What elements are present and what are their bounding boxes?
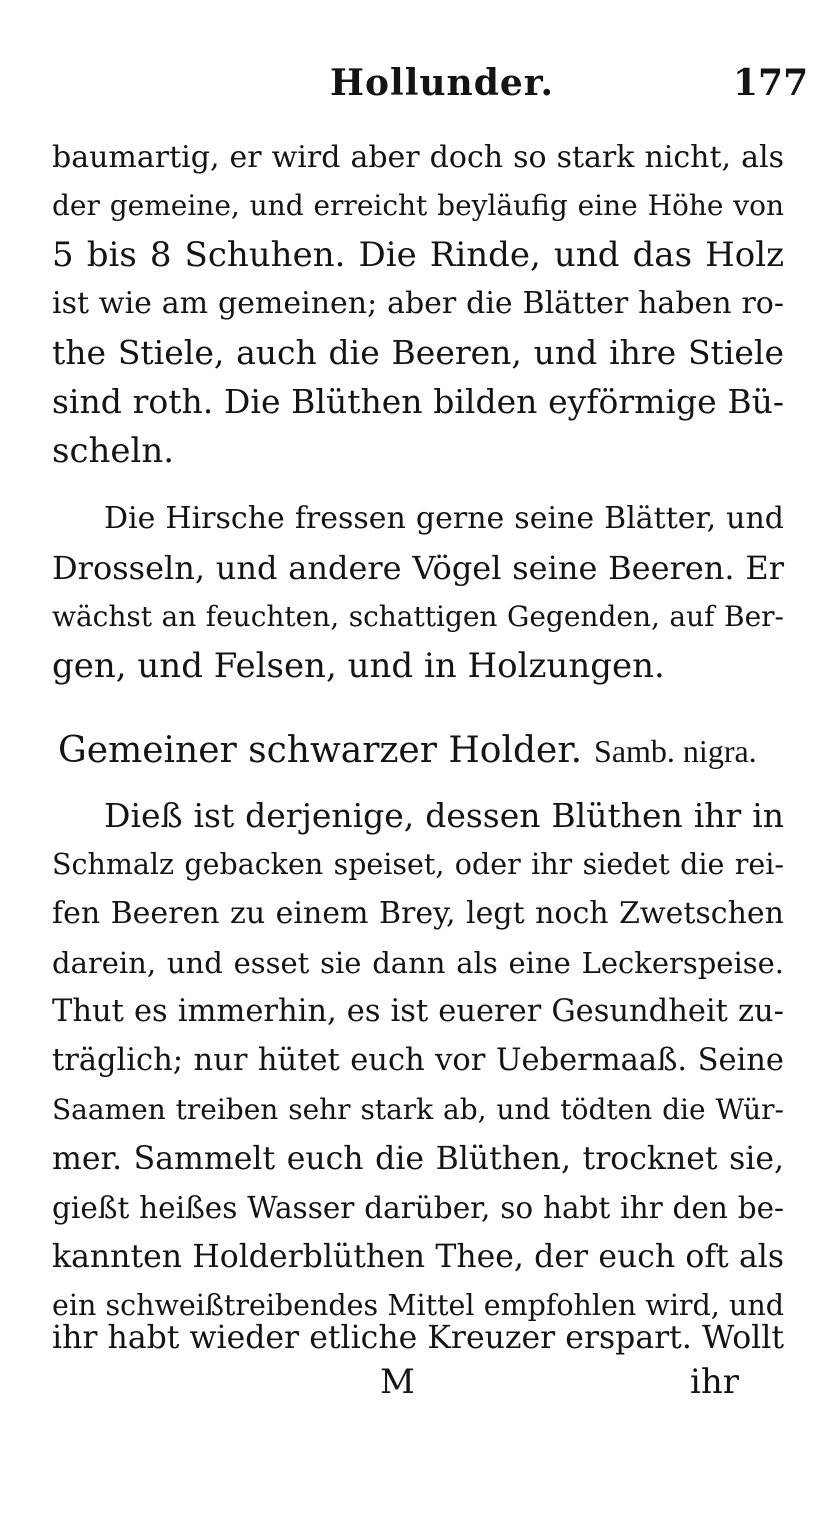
catchword: ihr: [690, 1362, 740, 1402]
text-line: Drosseln, und andere Vögel seine Beeren. Er: [52, 549, 784, 587]
text-line: ist wie am gemeinen; aber die Blätter haben ro-: [52, 286, 784, 321]
text-line: Thut es immerhin, es ist euerer Gesundheit zu-: [52, 994, 784, 1029]
text-line: the Stiele, auch die Beeren, und ihre Stiele: [52, 333, 784, 372]
section-heading: [58, 728, 784, 774]
text-line: träglich; nur hütet euch vor Uebermaaß. Seine: [52, 1043, 784, 1078]
latin-name: Samb. nigra.: [594, 733, 757, 769]
text-line: gießt heißes Wasser darüber, so habt ihr den be-: [52, 1191, 784, 1225]
text-line: der gemeine, und erreicht beyläufig eine Höhe von: [52, 189, 784, 222]
page-number: 177: [733, 62, 809, 104]
text-line: baumartig, er wird aber doch so stark nicht, als: [52, 140, 784, 175]
text-line: wächst an feuchten, schattigen Gegenden, auf Ber-: [52, 600, 784, 633]
text-line: darein, und esset sie dann als eine Leckerspeise.: [52, 946, 784, 980]
text-line: kannten Holderblüthen Thee, der euch oft als: [52, 1239, 784, 1275]
text-line: sind roth. Die Blüthen bilden eyförmige Bü-: [52, 382, 784, 421]
text-line: 5 bis 8 Schuhen. Die Rinde, und das Holz: [52, 235, 784, 275]
text-line: mer. Sammelt euch die Blüthen, trocknet sie,: [52, 1141, 784, 1177]
text-line: ein schweißtreibendes Mittel empfohlen wird, und: [52, 1289, 784, 1322]
text-line: Die Hirsche fressen gerne seine Blätter, und: [104, 501, 784, 536]
text-line: Dieß ist derjenige, dessen Blüthen ihr in: [104, 796, 784, 835]
text-line: ihr habt wieder etliche Kreuzer erspart. Wollt: [52, 1320, 784, 1356]
text-line: Schmalz gebacken speiset, oder ihr siedet die rei-: [52, 848, 784, 881]
running-head: Hollunder.: [330, 62, 554, 104]
text-line: scheln.: [52, 431, 175, 471]
signature-mark: M: [380, 1362, 415, 1402]
text-line: fen Beeren zu einem Brey, legt noch Zwetschen: [52, 896, 784, 931]
section-title: Gemeiner schwarzer Holder.: [58, 730, 583, 771]
text-line: gen, und Felsen, und in Holzungen.: [52, 646, 665, 686]
text-line: Saamen treiben sehr stark ab, und tödten die Wür-: [52, 1093, 784, 1126]
